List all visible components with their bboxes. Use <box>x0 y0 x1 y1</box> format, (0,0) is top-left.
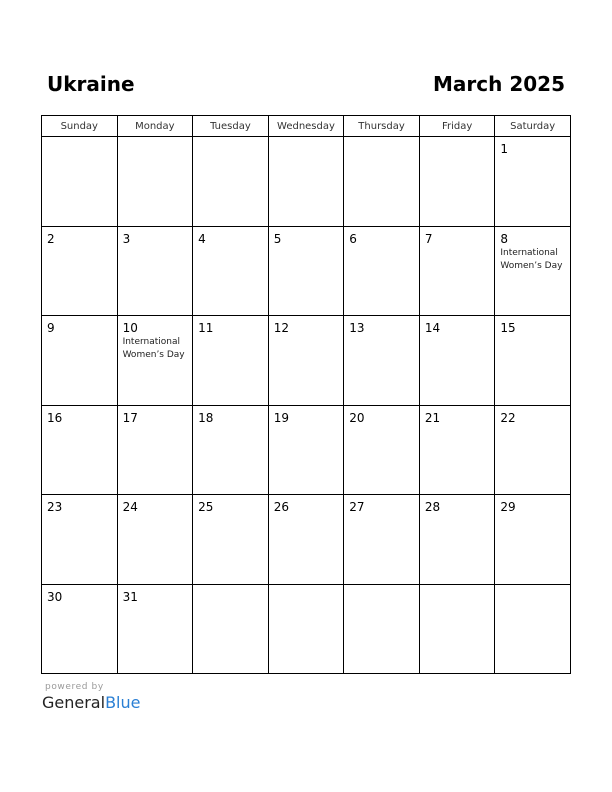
day-cell <box>495 137 571 227</box>
day-number: 5 <box>273 231 282 246</box>
day-number: 29 <box>500 500 516 514</box>
day-cell <box>344 316 420 406</box>
day-number: 3 <box>122 231 131 246</box>
day-number: 17 <box>122 410 138 425</box>
day-number: 11 <box>198 321 214 335</box>
weekday-thursday: Thursday <box>344 116 420 137</box>
day-cell <box>419 316 495 406</box>
day-number: 30 <box>47 589 63 604</box>
day-number: 28 <box>424 500 441 514</box>
day-cell <box>268 226 344 316</box>
holiday-label: International Women’s Day <box>500 247 563 271</box>
calendar-grid <box>41 115 571 674</box>
day-number: 27 <box>349 500 365 514</box>
day-number: 16 <box>47 410 63 425</box>
day-number: 4 <box>198 231 206 246</box>
day-number: 7 <box>424 231 433 246</box>
week-row <box>42 584 571 674</box>
day-cell <box>344 495 420 585</box>
empty-day-cell <box>419 137 495 227</box>
brand-general-text: General <box>42 693 106 712</box>
weekday-tuesday: Tuesday <box>193 116 269 137</box>
day-cell <box>495 316 571 406</box>
empty-day-cell <box>117 137 193 227</box>
day-number: 26 <box>273 500 289 514</box>
day-number: 8 <box>500 231 509 246</box>
day-cell <box>193 495 269 585</box>
weekday-sunday: Sunday <box>42 116 118 137</box>
day-cell <box>42 405 118 495</box>
day-number: 14 <box>424 321 441 335</box>
day-number: 10 <box>122 321 138 335</box>
day-cell <box>268 405 344 495</box>
day-cell <box>117 584 193 674</box>
empty-day-cell <box>193 584 269 674</box>
day-cell <box>117 226 193 316</box>
day-cell <box>268 495 344 585</box>
week-row <box>42 495 571 585</box>
weekday-saturday: Saturday <box>495 116 571 137</box>
day-number: 23 <box>47 500 63 514</box>
day-number: 13 <box>349 321 365 335</box>
day-cell <box>419 226 495 316</box>
day-cell <box>117 405 193 495</box>
weekday-friday: Friday <box>419 116 495 137</box>
month-title: March 2025 <box>433 72 565 96</box>
week-row <box>42 316 571 406</box>
day-number: 18 <box>198 410 214 425</box>
empty-day-cell <box>268 584 344 674</box>
day-cell <box>42 495 118 585</box>
empty-day-cell <box>344 584 420 674</box>
week-row <box>42 137 571 227</box>
empty-day-cell <box>268 137 344 227</box>
day-number: 9 <box>47 321 55 335</box>
day-cell <box>419 405 495 495</box>
day-cell <box>495 495 571 585</box>
empty-day-cell <box>42 137 118 227</box>
day-cell <box>419 495 495 585</box>
day-number: 2 <box>47 231 55 246</box>
day-number: 22 <box>500 410 516 425</box>
holiday-label: International Women’s Day <box>122 337 185 360</box>
day-number: 6 <box>349 231 357 246</box>
day-cell <box>117 316 193 406</box>
week-row <box>42 405 571 495</box>
day-number: 20 <box>349 410 365 425</box>
day-cell <box>193 316 269 406</box>
week-row <box>42 226 571 316</box>
day-number: 31 <box>122 589 138 604</box>
day-number: 21 <box>424 410 441 425</box>
day-cell <box>42 226 118 316</box>
day-cell <box>268 316 344 406</box>
powered-by-label: powered by <box>45 682 104 692</box>
empty-day-cell <box>193 137 269 227</box>
day-cell <box>117 495 193 585</box>
day-number: 25 <box>198 500 214 514</box>
weekday-wednesday: Wednesday <box>268 116 344 137</box>
calendar-weeks <box>42 137 571 674</box>
day-cell <box>193 226 269 316</box>
empty-day-cell <box>344 137 420 227</box>
country-title: Ukraine <box>47 72 135 96</box>
day-cell <box>42 316 118 406</box>
day-number: 12 <box>273 321 289 335</box>
brand-blue-text: Blue <box>105 693 141 712</box>
day-number: 1 <box>500 142 509 156</box>
day-cell <box>42 584 118 674</box>
day-number: 15 <box>500 321 516 335</box>
day-cell <box>495 226 571 316</box>
day-number: 19 <box>273 410 289 425</box>
day-cell <box>344 226 420 316</box>
weekday-header-row <box>42 116 571 137</box>
empty-day-cell <box>419 584 495 674</box>
day-cell <box>344 405 420 495</box>
generalblue-logo[interactable] <box>42 693 140 713</box>
empty-day-cell <box>495 584 571 674</box>
weekday-monday: Monday <box>117 116 193 137</box>
day-cell <box>495 405 571 495</box>
day-number: 24 <box>122 500 138 514</box>
day-cell <box>193 405 269 495</box>
